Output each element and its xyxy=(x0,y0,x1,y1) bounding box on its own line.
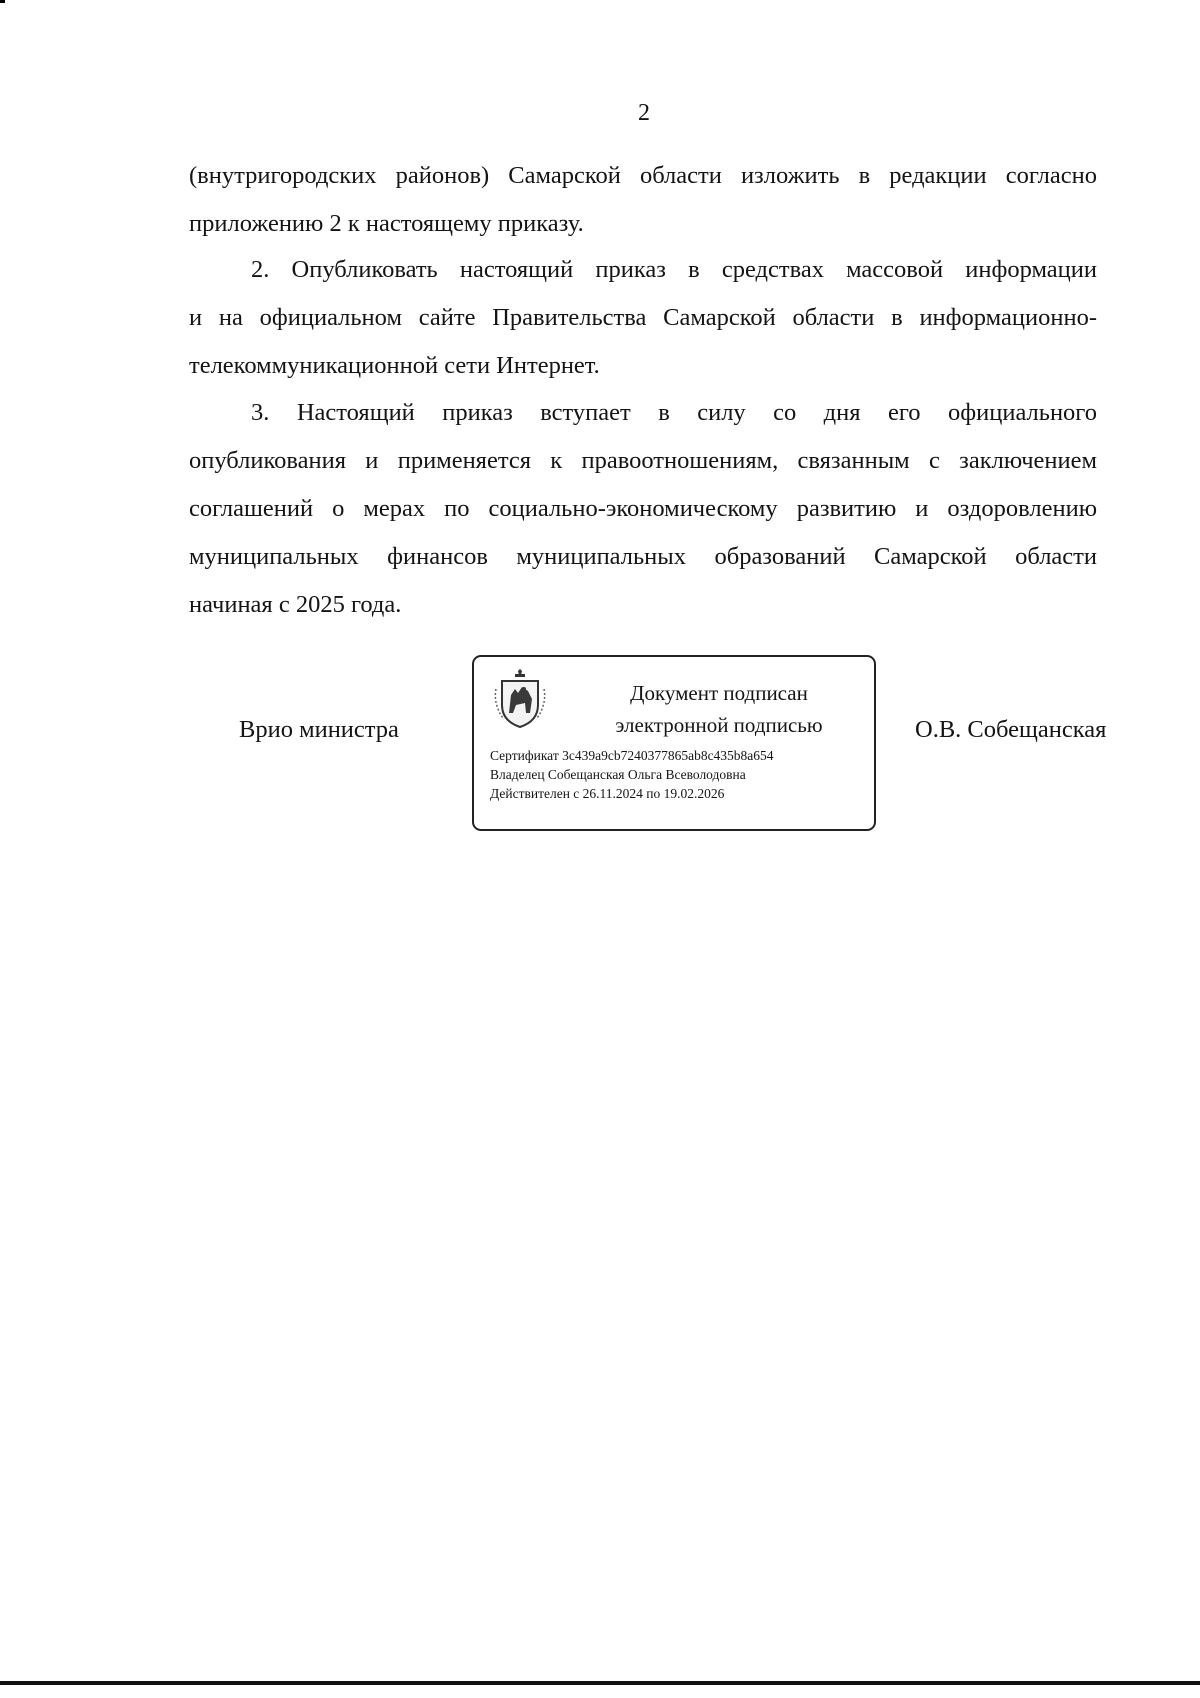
stamp-validity: Действителен с 26.11.2024 по 19.02.2026 xyxy=(490,786,725,801)
text-line: муниципальных финансов муниципальных образований Самарской области xyxy=(189,543,1097,570)
text-line: (внутригородских районов) Самарской области изложить в редакции согласно xyxy=(189,162,1097,189)
text-line: опубликования и применяется к правоотношениям, связанным с заключением xyxy=(189,447,1097,474)
samara-region-coat-of-arms-icon xyxy=(494,669,546,731)
text-line: 2. Опубликовать настоящий приказ в средствах массовой информации xyxy=(251,256,1097,283)
paragraph-continuation xyxy=(189,152,1097,248)
page-number: 2 xyxy=(638,100,650,126)
text-line: 3. Настоящий приказ вступает в силу со дня его официального xyxy=(251,399,1097,426)
scan-corner-mark xyxy=(0,0,5,3)
text-line: телекоммуникационной сети Интернет. xyxy=(189,352,600,379)
bottom-scan-line xyxy=(0,1681,1200,1685)
stamp-title-line-2: электронной подписью xyxy=(615,713,823,737)
signatory-name: О.В. Собещанская xyxy=(915,716,1107,743)
stamp-title-line-1: Документ подписан xyxy=(630,681,808,705)
text-line: приложению 2 к настоящему приказу. xyxy=(189,210,584,237)
electronic-signature-stamp xyxy=(472,655,876,831)
paragraph-3 xyxy=(189,389,1097,629)
stamp-owner: Владелец Собещанская Ольга Всеволодовна xyxy=(490,767,746,782)
signatory-position: Врио министра xyxy=(239,716,399,743)
text-line: начиная с 2025 года. xyxy=(189,591,402,618)
text-line: соглашений о мерах по социально-экономическому развитию и оздоровлению xyxy=(189,495,1097,522)
stamp-certificate: Сертификат 3c439a9cb7240377865ab8c435b8a654 xyxy=(490,748,774,763)
paragraph-2 xyxy=(189,246,1097,390)
text-line: и на официальном сайте Правительства Самарской области в информационно- xyxy=(189,304,1097,331)
